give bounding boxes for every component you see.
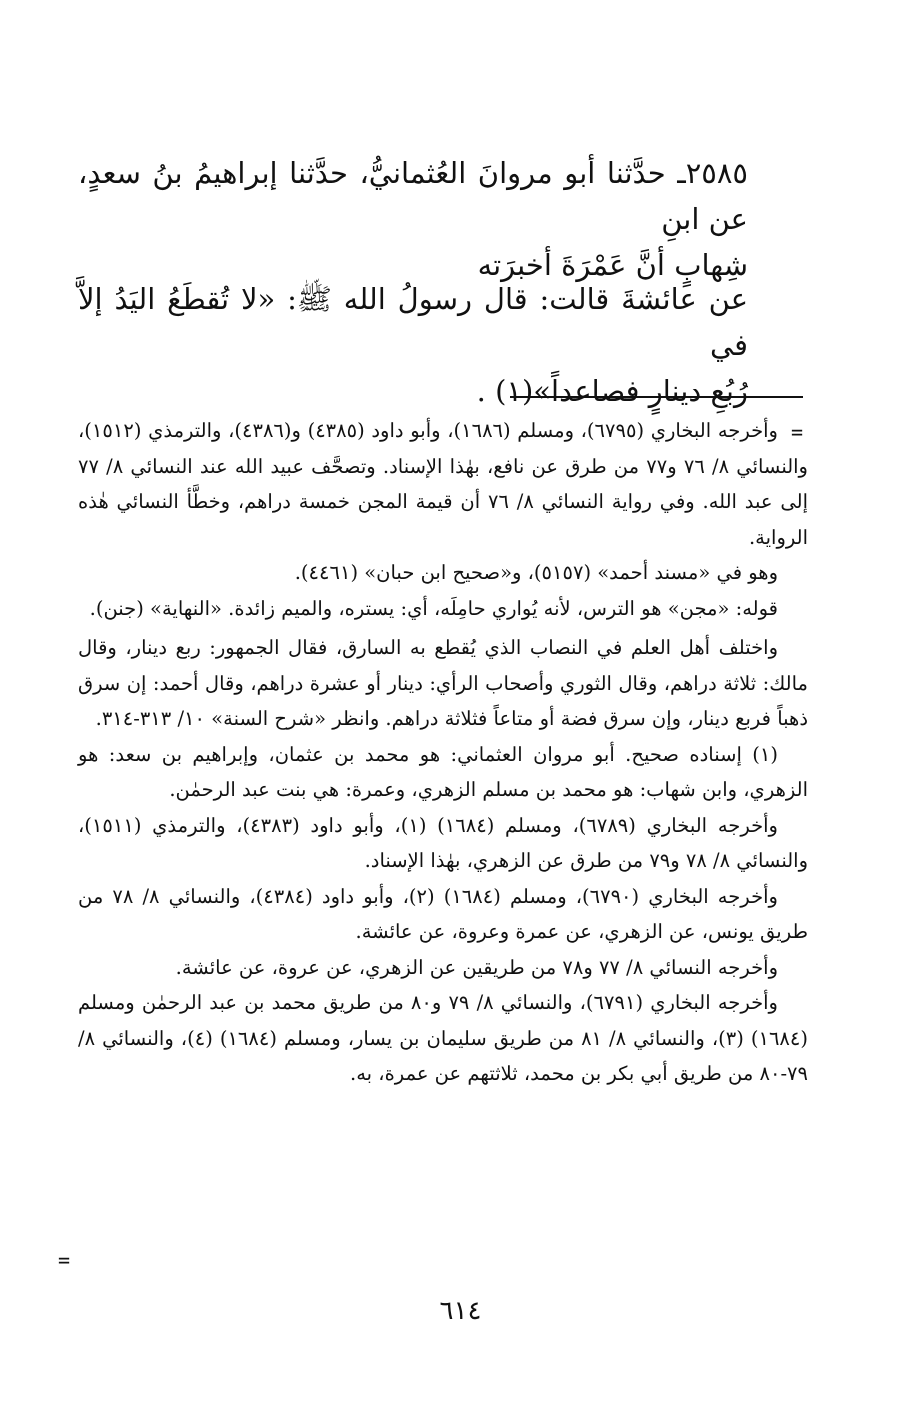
hadith-line: عن عائشةَ قالت: قال رسولُ الله ﷺ: «لا تُقطَعُ اليَدُ إلاَّ في bbox=[78, 282, 748, 362]
footnote-paragraph: (١) إسناده صحيح. أبو مروان العثماني: هو محمد بن عثمان، وإبراهيم بن سعد: هو الزهري، وابن شهاب: هو محمد بن مسلم الزهري، وعمرة: هي بنت عبد الرحمٰن. bbox=[78, 742, 808, 801]
footnote-paragraph: وأخرجه البخاري (٦٧٩٠)، ومسلم (١٦٨٤) (٢)، وأبو داود (٤٣٨٤)، والنسائي ٨/ ٧٨ من طريق يونس، عن الزهري، عن عمرة وعروة، عن عائشة. bbox=[78, 884, 808, 943]
page-number: ٦١٤ bbox=[439, 1296, 482, 1326]
footnote-paragraph: وأخرجه البخاري (٦٧٩١)، والنسائي ٨/ ٧٩ و٨٠ من طريق محمد بن عبد الرحمٰن ومسلم (١٦٨٤) (٣)، والنسائي ٨/ ٨١ من طريق سليمان بن يسار، ومسلم (١٦٨٤) (٤)، والنسائي ٨/ ٧٩-٨٠ من طريق أبي بكر بن محمد، ثلاثتهم عن عمرة، به. bbox=[78, 991, 808, 1085]
hadith-line: شِهابٍ أنَّ عَمْرَةَ أخبرَته bbox=[477, 248, 748, 282]
continuation-mark: = bbox=[790, 420, 803, 444]
footnotes bbox=[78, 413, 808, 1092]
footnote-paragraph: وأخرجه البخاري (٦٧٩٥)، ومسلم (١٦٨٦)، وأبو داود (٤٣٨٥) و(٤٣٨٦)، والترمذي (١٥١٢)، والنسائي ٨/ ٧٦ و٧٧ من طرق عن نافع، بهٰذا الإسناد. وتصحَّف عبيد الله عند النسائي ٨/ ٧٧ إلى عبد الله. وفي رواية النسائي ٨/ ٧٦ أن قيمة المجن خمسة دراهم، وخطَّأ النسائي هٰذه الرواية. bbox=[78, 419, 808, 549]
footnote-paragraph: وهو في «مسند أحمد» (٥١٥٧)، و«صحيح ابن حبان» (٤٤٦١). bbox=[294, 561, 778, 584]
continued-mark: = bbox=[58, 1248, 71, 1272]
hadith-chain bbox=[78, 150, 748, 288]
hadith-line: ٢٥٨٥ـ حدَّثنا أبو مروانَ العُثمانيُّ، حدَّثنا إبراهيمُ بنُ سعدٍ، عن ابنِ bbox=[78, 156, 748, 236]
hadith-text bbox=[78, 276, 748, 414]
footnote-paragraph: وأخرجه النسائي ٨/ ٧٧ و٧٨ من طريقين عن الزهري، عن عروة، عن عائشة. bbox=[175, 955, 778, 979]
footnote-separator bbox=[510, 396, 803, 398]
footnote-paragraph: قوله: «مجن» هو الترس، لأنه يُواري حامِلَه، أي: يستره، والميم زائدة. «النهاية» (جنن). bbox=[89, 596, 778, 620]
footnote-paragraph: وأخرجه البخاري (٦٧٨٩)، ومسلم (١٦٨٤) (١)، وأبو داود (٤٣٨٣)، والترمذي (١٥١١)، والنسائي ٨/ ٧٨ و٧٩ من طرق عن الزهري، بهٰذا الإسناد. bbox=[78, 813, 808, 872]
hadith-line: رُبُعِ دينارٍ فصاعداً»(١) . bbox=[476, 374, 748, 408]
footnote-paragraph: واختلف أهل العلم في النصاب الذي يُقطع به السارق، فقال الجمهور: ربع دينار، وقال مالك: ثلاثة دراهم، وقال الثوري وأصحاب الرأي: دينار أو عشرة دراهم، وقال أحمد: إن سرق ذهباً فربع دينار، وإن سرق فضة أو متاعاً فثلاثة دراهم. وانظر «شرح السنة» ١٠/ ٣١٣-٣١٤. bbox=[78, 636, 808, 730]
